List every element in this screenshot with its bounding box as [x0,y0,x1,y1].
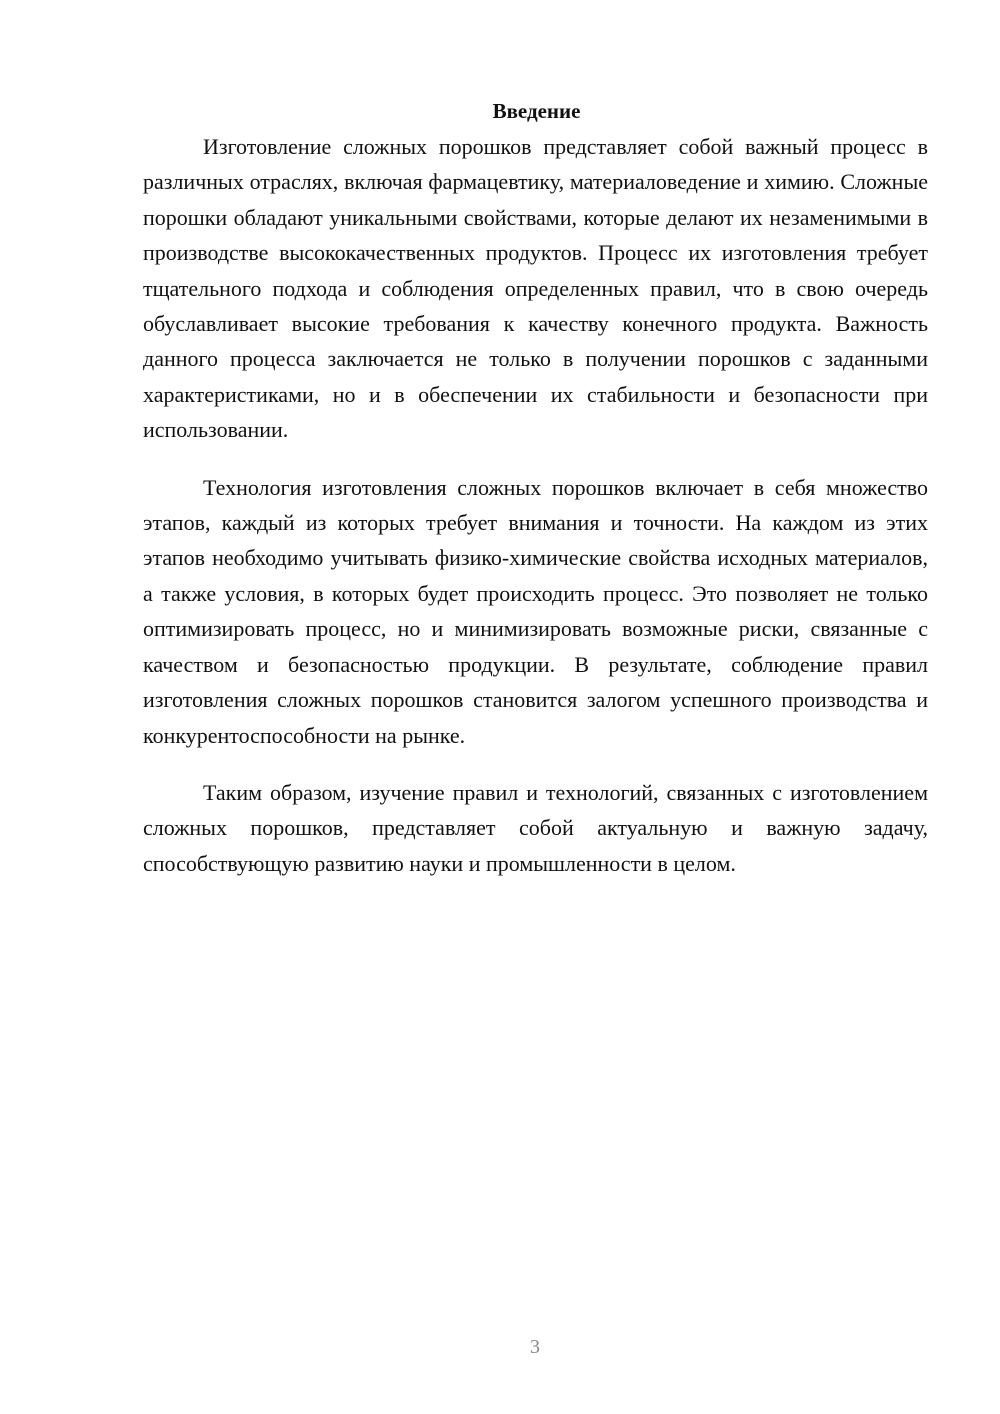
section-title: Введение [492,99,581,123]
paragraph-2: Технология изготовления сложных порошков включает в себя множество этапов, каждый из которых требует внимания и точности. На каждом из этих этапов необходимо учитывать физико-химические свойства исходных материалов, а также условия, в которых будет происходить процесс. Это позволяет не только оптимизировать процесс, но и минимизировать возможные риски, связанные с качеством и безопасностью продукции. В результате, соблюдение правил изготовления сложных порошков становится залогом успешного производства и конкурентоспособности на рынке. [143,474,928,748]
page-content [143,96,928,881]
paragraph-1: Изготовление сложных порошков представляет собой важный процесс в различных отраслях, включая фармацевтику, материаловедение и химию. Сложные порошки обладают уникальными свойствами, которые делают их незаменимыми в производстве высококачественных продуктов. Процесс их изготовления требует тщательного подхода и соблюдения определенных правил, что в свою очередь обуславливает высокие требования к качеству конечного продукта. Важность данного процесса заключается не только в получении порошков с заданными характеристиками, но и в обеспечении их стабильности и безопасности при использовании. [143,134,928,443]
page-number: 3 [530,1336,540,1358]
paragraph-3: Таким образом, изучение правил и технологий, связанных с изготовлением сложных порошков, представляет собой актуальную и важную задачу, способствующую развитию науки и промышленности в целом. [143,779,928,876]
